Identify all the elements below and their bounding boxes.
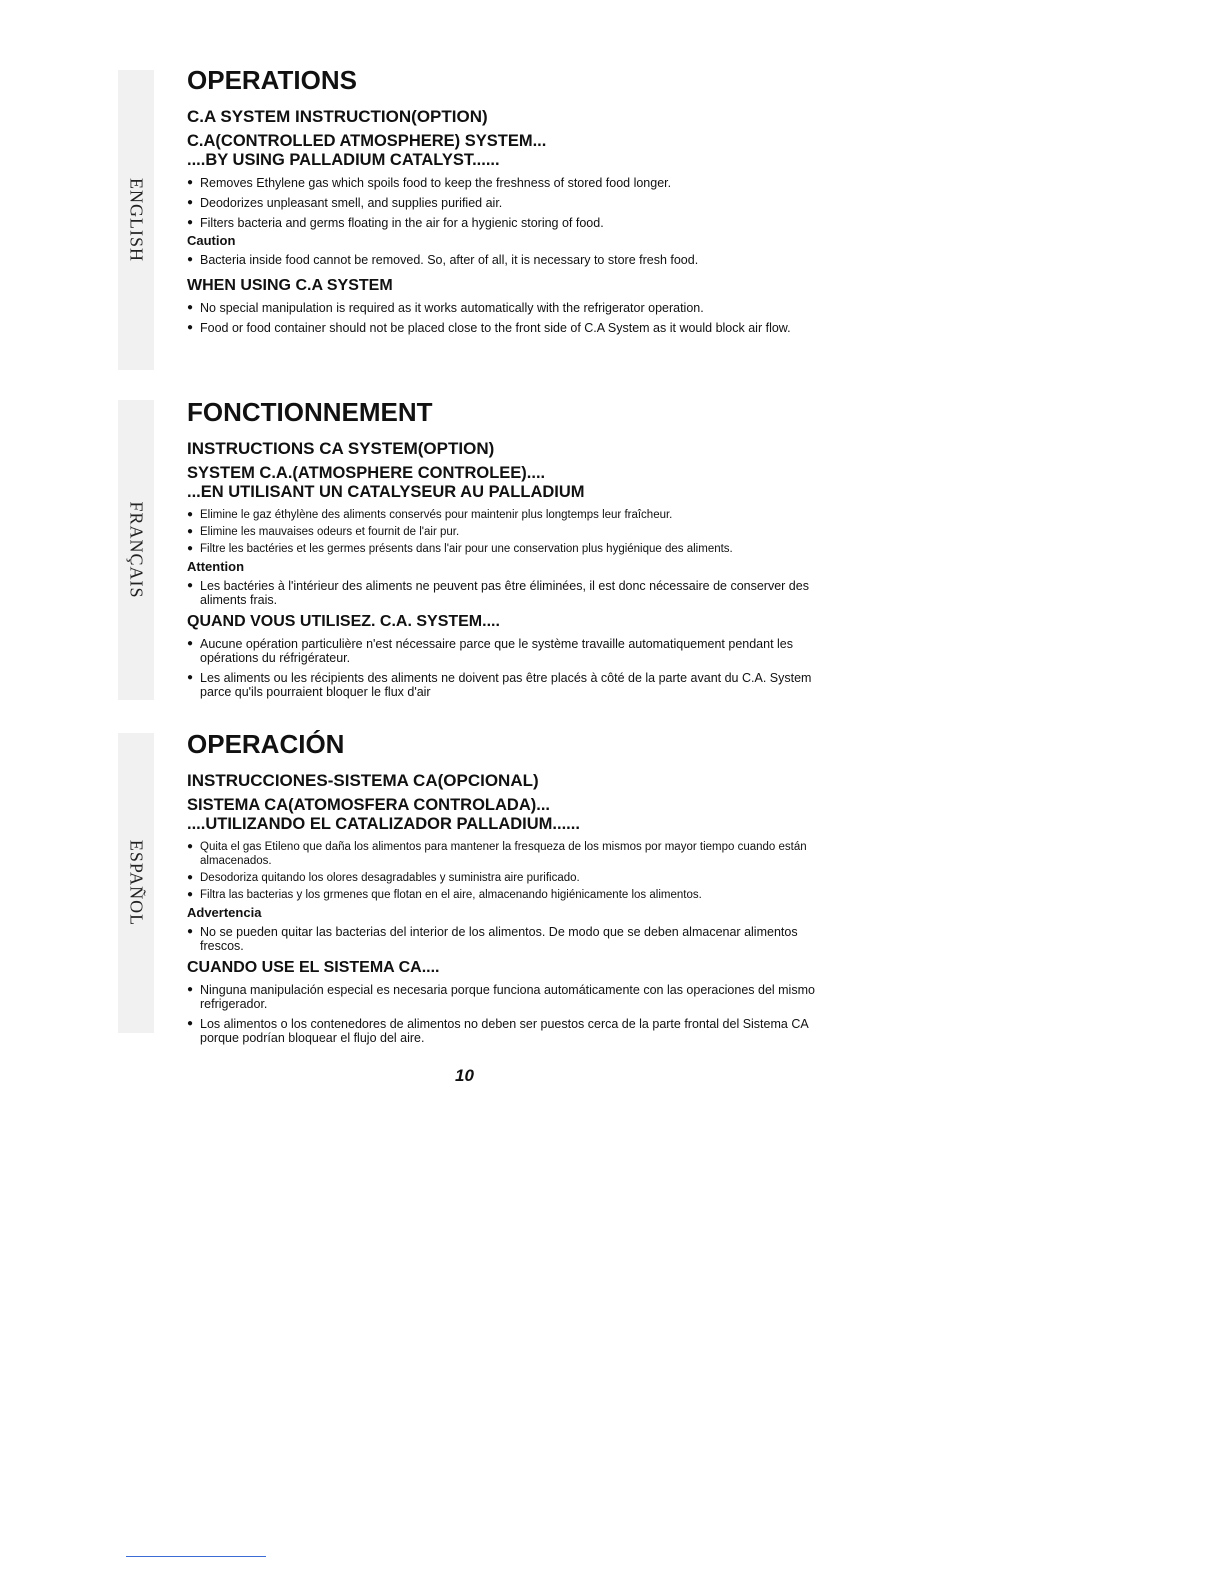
when-using-heading: WHEN USING C.A SYSTEM [187,277,393,295]
caution-label: Caution [187,233,236,249]
system-subheading: ....UTILIZANDO EL CATALIZADOR PALLADIUM...... [187,815,580,834]
system-subheading: ....BY USING PALLADIUM CATALYST...... [187,151,500,170]
feature-list [187,840,817,902]
page-number: 10 [455,1066,474,1085]
list-item: ● Ninguna manipulación especial es necesaria porque funciona automáticamente con las operaciones del mismo refrigerador. [187,983,817,1011]
list-item: ● Bacteria inside food cannot be removed. So, after of all, it is necessary to store fresh food. [187,253,817,267]
caution-list [187,253,817,267]
side-tab-label: ENGLISH [126,178,147,262]
side-tab-english [118,70,154,370]
list-item: ● Deodorizes unpleasant smell, and supplies purified air. [187,196,817,210]
list-item: ● Aucune opération particulière n'est nécessaire parce que le système travaille automatiquement pendant les opérations du réfrigérateur. [187,637,817,665]
list-item: ● No special manipulation is required as it works automatically with the refrigerator operation. [187,301,817,315]
section-title: FONCTIONNEMENT [187,397,433,427]
list-item: ● Los alimentos o los contenedores de alimentos no deben ser puestos cerca de la parte frontal del Sistema CA porque podrían bloquear el flujo del aire. [187,1017,817,1045]
list-item: ● Filters bacteria and germs floating in the air for a hygienic storing of food. [187,216,817,230]
side-tab-french [118,400,154,700]
section-subtitle: C.A SYSTEM INSTRUCTION(OPTION) [187,106,488,126]
usage-list [187,637,817,699]
section-english [187,66,817,341]
section-subtitle: INSTRUCCIONES-SISTEMA CA(OPCIONAL) [187,770,539,790]
list-item: ● Les aliments ou les récipients des aliments ne doivent pas être placés à côté de la parte avant du C.A. System parce qu'ils pourraient bloquer le flux d'air [187,671,817,699]
caution-list [187,925,817,953]
system-subheading: ...EN UTILISANT UN CATALYSEUR AU PALLADIUM [187,483,585,502]
feature-list [187,176,817,230]
section-spanish [187,730,817,1051]
usage-list [187,983,817,1045]
section-subtitle: INSTRUCTIONS CA SYSTEM(OPTION) [187,438,495,458]
caution-label: Attention [187,559,245,575]
list-item: ● Food or food container should not be placed close to the front side of C.A System as it would block air flow. [187,321,817,335]
side-tab-spanish [118,733,154,1033]
list-item: ● Desodoriza quitando los olores desagradables y suministra aire purificado. [187,871,817,885]
when-using-heading: QUAND VOUS UTILISEZ. C.A. SYSTEM.... [187,613,500,631]
section-french [187,398,817,705]
side-tab-label: ESPAÑOL [126,839,147,927]
caution-label: Advertencia [187,905,262,921]
list-item: ● Removes Ethylene gas which spoils food to keep the freshness of stored food longer. [187,176,817,190]
section-title: OPERACIÓN [187,729,345,759]
list-item: ● Elimine le gaz éthylène des aliments conservés pour maintenir plus longtemps leur fraîcheur. [187,508,817,522]
list-item: ● Quita el gas Etileno que daña los alimentos para mantener la fresqueza de los mismos por mayor tiempo cuando están almacenados. [187,840,817,868]
usage-list [187,301,817,335]
list-item: ● Filtra las bacterias y los grmenes que flotan en el aire, almacenando higiénicamente los alimentos. [187,888,817,902]
system-heading: C.A(CONTROLLED ATMOSPHERE) SYSTEM... [187,132,547,151]
list-item: ● Elimine les mauvaises odeurs et fournit de l'air pur. [187,525,817,539]
section-title: OPERATIONS [187,65,357,95]
system-heading: SYSTEM C.A.(ATMOSPHERE CONTROLEE).... [187,464,546,483]
footer-divider [126,1556,266,1557]
list-item: ● Les bactéries à l'intérieur des aliments ne peuvent pas être éliminées, il est donc nécessaire de conserver des aliments frais. [187,579,817,607]
system-heading: SISTEMA CA(ATOMOSFERA CONTROLADA)... [187,796,550,815]
list-item: ● Filtre les bactéries et les germes présents dans l'air pour une conservation plus hygiénique des aliments. [187,542,817,556]
list-item: ● No se pueden quitar las bacterias del interior de los alimentos. De modo que se deben almacenar alimentos frescos. [187,925,817,953]
side-tab-label: FRANÇAIS [126,501,147,599]
feature-list [187,508,817,556]
when-using-heading: CUANDO USE EL SISTEMA CA.... [187,959,440,977]
caution-list [187,579,817,607]
